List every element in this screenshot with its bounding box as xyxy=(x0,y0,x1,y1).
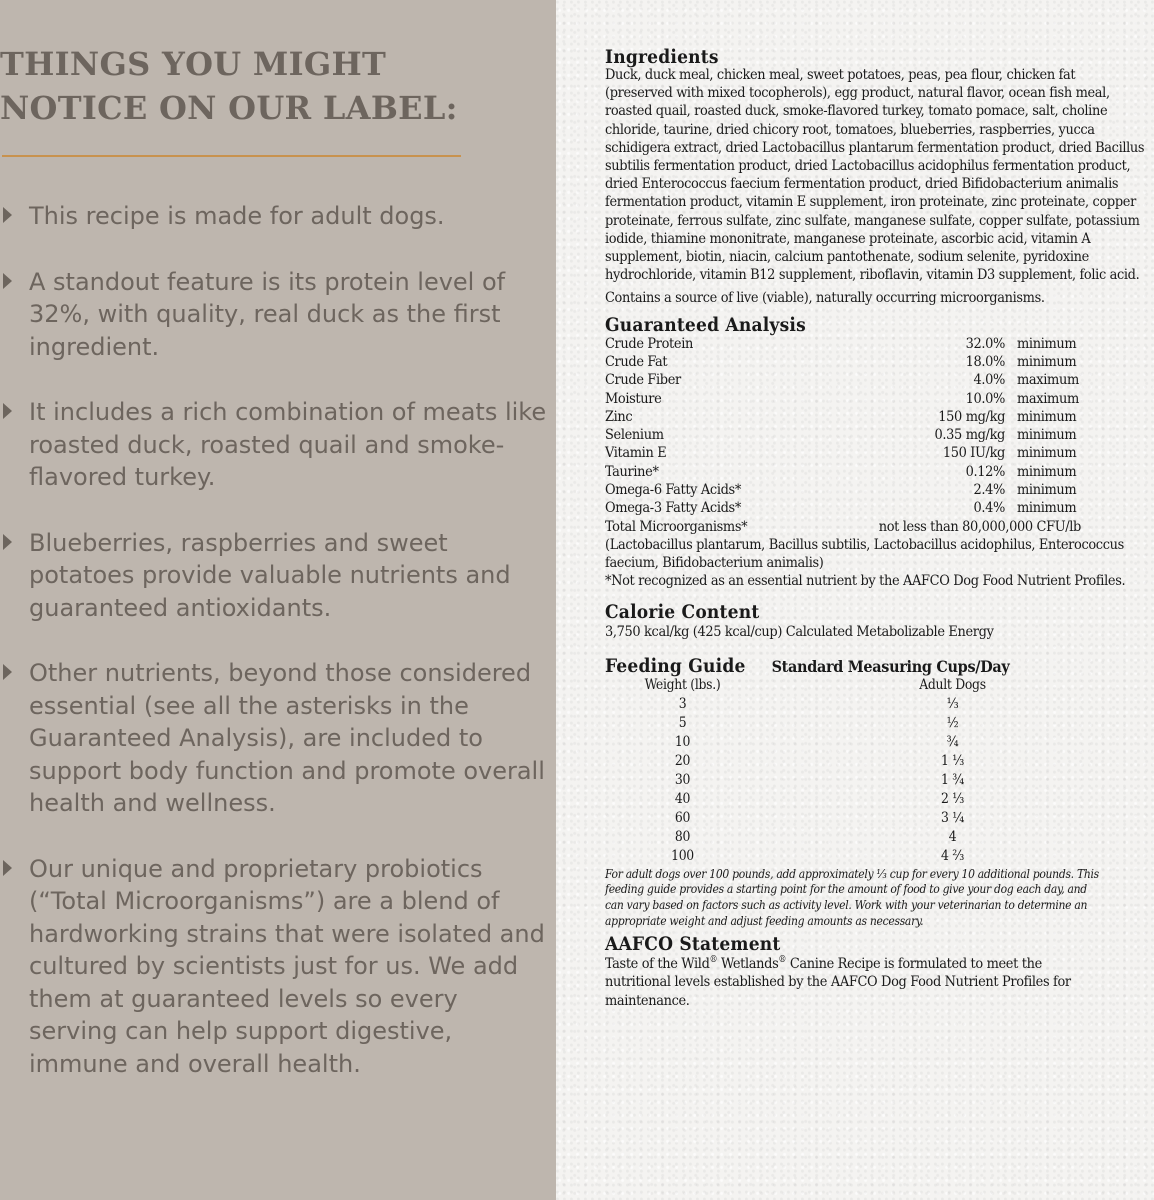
table-row xyxy=(605,353,1081,371)
cups-cell: 3 ¼ xyxy=(941,809,964,826)
feeding-guide-subtitle: Standard Measuring Cups/Day xyxy=(771,656,1010,676)
weight-cell: 60 xyxy=(674,809,691,826)
nutrient-name: Crude Fat xyxy=(605,353,668,370)
calorie-content-text: 3,750 kcal/kg (425 kcal/cup) Calculated Metabolizable Energy xyxy=(605,623,994,640)
list-item-text: Blueberries, raspberries and sweet potatoes provide valuable nutrients and guaranteed antioxidants. xyxy=(29,528,511,622)
weight-cell: 20 xyxy=(674,752,691,769)
registered-mark: ® xyxy=(709,955,718,966)
nutrient-name: Total Microorganisms* xyxy=(605,518,748,535)
table-row xyxy=(605,335,1081,353)
nutrient-qualifier: minimum xyxy=(1017,427,1077,444)
nutrient-qualifier: maximum xyxy=(1017,390,1079,407)
nutrient-value: 32.0% xyxy=(965,335,1005,352)
nutrient-name: Taurine* xyxy=(605,463,659,480)
table-row xyxy=(605,695,1045,714)
label-content xyxy=(605,46,1145,1010)
weight-cell: 5 xyxy=(678,714,687,731)
nutrient-name: Crude Protein xyxy=(605,335,693,352)
list-item-text: It includes a rich combination of meats like roasted duck, roasted quail and smoke-flavored turkey. xyxy=(29,398,547,491)
heading-line-2: NOTICE ON OUR LABEL: xyxy=(0,89,458,127)
list-item xyxy=(0,396,550,494)
cups-cell: 1 ⅓ xyxy=(941,752,964,769)
feeding-table xyxy=(605,676,1045,866)
nutrient-value: 0.12% xyxy=(965,463,1005,480)
product-name: Wetlands xyxy=(717,956,779,973)
triangle-bullet-icon xyxy=(3,664,12,680)
table-header-row xyxy=(605,676,1045,695)
triangle-bullet-icon xyxy=(3,273,12,289)
nutrient-qualifier: minimum xyxy=(1017,463,1077,480)
nutrient-qualifier: minimum xyxy=(1017,335,1077,352)
cups-cell: 1 ¾ xyxy=(941,771,964,788)
table-row xyxy=(605,444,1081,462)
list-item-text: Other nutrients, beyond those considered essential (see all the asterisks in the Guaranteed Analysis), are included to support body function and promote overall health and wellness. xyxy=(29,659,545,817)
table-row xyxy=(605,408,1081,426)
nutrient-qualifier: minimum xyxy=(1017,445,1077,462)
table-row xyxy=(605,499,1081,517)
feeding-guide-note: For adult dogs over 100 pounds, add approximately ⅓ cup for every 10 additional pounds. This feeding guide provides a starting point for the amount of food to give your dog each day, and can vary based on factors such as activity level. Work with your veterinarian to determine an appropriate weight and adjust feeding amounts as necessary. xyxy=(605,866,1099,928)
triangle-bullet-icon xyxy=(3,403,12,419)
strains-note: (Lactobacillus plantarum, Bacillus subtilis, Lactobacillus acidophilus, Enterococcus faecium, Bifidobacterium animalis) xyxy=(605,536,1124,572)
table-row xyxy=(605,828,1045,847)
nutrient-value: 150 mg/kg xyxy=(938,408,1005,425)
guaranteed-analysis-title: Guaranteed Analysis xyxy=(605,313,806,336)
cups-cell: ⅓ xyxy=(946,695,959,712)
list-item xyxy=(0,853,550,1081)
table-row xyxy=(605,733,1045,752)
triangle-bullet-icon xyxy=(3,534,12,550)
table-row xyxy=(605,790,1045,809)
table-row xyxy=(605,752,1045,771)
nutrient-value: not less than 80,000,000 CFU/lb xyxy=(878,518,1081,535)
cups-cell: 4 xyxy=(948,828,957,845)
nutrient-qualifier: minimum xyxy=(1017,353,1077,370)
ingredients-text: Duck, duck meal, chicken meal, sweet potatoes, peas, pea flour, chicken fat (preserved with mixed tocopherols), egg product, natural flavor, ocean fish meal, roasted quail, roasted duck, smoke-flavored turkey, tomato pomace, salt, choline chloride, taurine, dried chicory root, tomatoes, blueberries, raspberries, yucca schidigera extract, dried Lactobacillus plantarum fermentation product, dried Bacillus subtilis fermentation product, dried Lactobacillus acidophilus fermentation product, dried Enterococcus faecium fermentation product, dried Bifidobacterium animalis fermentation product, vitamin E supplement, iron proteinate, zinc proteinate, copper proteinate, ferrous sulfate, zinc sulfate, manganese sulfate, copper sulfate, potassium iodide, thiamine mononitrate, manganese proteinate, ascorbic acid, vitamin A supplement, biotin, niacin, calcium pantothenate, sodium selenite, pyridoxine hydrochloride, vitamin B12 supplement, riboflavin, vitamin D3 supplement, folic acid. xyxy=(605,67,1145,284)
table-row xyxy=(605,809,1045,828)
calorie-content-title: Calorie Content xyxy=(605,600,760,623)
highlights-list xyxy=(0,200,550,1113)
nutrient-name: Moisture xyxy=(605,390,662,407)
feeding-guide-title: Feeding Guide xyxy=(605,654,746,677)
brand-name: Taste of the Wild xyxy=(605,956,710,973)
cups-cell: ½ xyxy=(946,714,959,731)
nutrient-name: Vitamin E xyxy=(605,445,667,462)
weight-cell: 10 xyxy=(674,733,691,750)
heading-line-1: THINGS YOU MIGHT xyxy=(0,45,387,83)
registered-mark: ® xyxy=(778,955,787,966)
nutrient-name: Omega-6 Fatty Acids* xyxy=(605,482,741,499)
table-row xyxy=(605,771,1045,790)
table-row xyxy=(605,518,1081,536)
nutrient-name: Crude Fiber xyxy=(605,372,681,389)
nutrient-qualifier: minimum xyxy=(1017,408,1077,425)
column-header-cups: Adult Dogs xyxy=(919,676,986,693)
triangle-bullet-icon xyxy=(3,860,12,876)
live-microorganisms-note: Contains a source of live (viable), naturally occurring microorganisms. xyxy=(605,290,1045,307)
ingredients-title: Ingredients xyxy=(605,46,719,68)
nutrient-qualifier: maximum xyxy=(1017,372,1079,389)
nutrient-value: 18.0% xyxy=(965,353,1005,370)
nutrient-value: 150 IU/kg xyxy=(942,445,1005,462)
table-row xyxy=(605,390,1081,408)
list-item xyxy=(0,527,550,625)
list-item-text: A standout feature is its protein level of 32%, with quality, real duck as the first ingredient. xyxy=(29,267,506,361)
aafco-statement-body: Canine Recipe is formulated to meet the nutritional levels established by the AAFCO Dog Food Nutrient Profiles for maintenance. xyxy=(605,956,1071,1009)
list-item xyxy=(0,266,550,364)
weight-cell: 40 xyxy=(674,790,691,807)
nutrient-qualifier: minimum xyxy=(1017,500,1077,517)
weight-cell: 100 xyxy=(671,847,694,864)
nutrient-name: Omega-3 Fatty Acids* xyxy=(605,500,741,517)
nutrient-value: 2.4% xyxy=(973,482,1005,499)
aafco-statement-title: AAFCO Statement xyxy=(605,933,781,956)
weight-cell: 30 xyxy=(674,771,691,788)
weight-cell: 3 xyxy=(678,695,687,712)
cups-cell: 4 ⅔ xyxy=(941,847,964,864)
table-row xyxy=(605,714,1045,733)
feeding-guide-header xyxy=(605,655,1145,677)
left-panel xyxy=(0,0,556,1200)
nutrient-value: 0.4% xyxy=(973,500,1005,517)
page-heading xyxy=(0,42,540,130)
aafco-footnote: *Not recognized as an essential nutrient by the AAFCO Dog Food Nutrient Profiles. xyxy=(605,573,1126,590)
nutrient-name: Selenium xyxy=(605,427,664,444)
triangle-bullet-icon xyxy=(3,207,12,223)
table-row xyxy=(605,481,1081,499)
nutrient-value: 4.0% xyxy=(973,372,1005,389)
column-header-weight: Weight (lbs.) xyxy=(644,676,721,693)
list-item xyxy=(0,657,550,820)
guaranteed-analysis-table xyxy=(605,335,1081,536)
list-item xyxy=(0,200,550,233)
table-row xyxy=(605,847,1045,866)
nutrient-name: Zinc xyxy=(605,408,633,425)
table-row xyxy=(605,371,1081,389)
heading-divider xyxy=(2,155,461,157)
table-row xyxy=(605,463,1081,481)
aafco-statement-text xyxy=(605,955,1110,1010)
weight-cell: 80 xyxy=(674,828,691,845)
table-row xyxy=(605,426,1081,444)
list-item-text: This recipe is made for adult dogs. xyxy=(29,202,445,230)
cups-cell: ¾ xyxy=(946,733,959,750)
cups-cell: 2 ⅓ xyxy=(941,790,964,807)
nutrient-value: 0.35 mg/kg xyxy=(934,427,1005,444)
label-panel xyxy=(556,0,1154,1200)
list-item-text: Our unique and proprietary probiotics (“Total Microorganisms”) are a blend of hardworking strains that were isolated and cultured by scientists just for us. We add them at guaranteed levels so every serving can help support digestive, immune and overall health. xyxy=(29,854,545,1078)
nutrient-value: 10.0% xyxy=(965,390,1005,407)
nutrient-qualifier: minimum xyxy=(1017,482,1077,499)
